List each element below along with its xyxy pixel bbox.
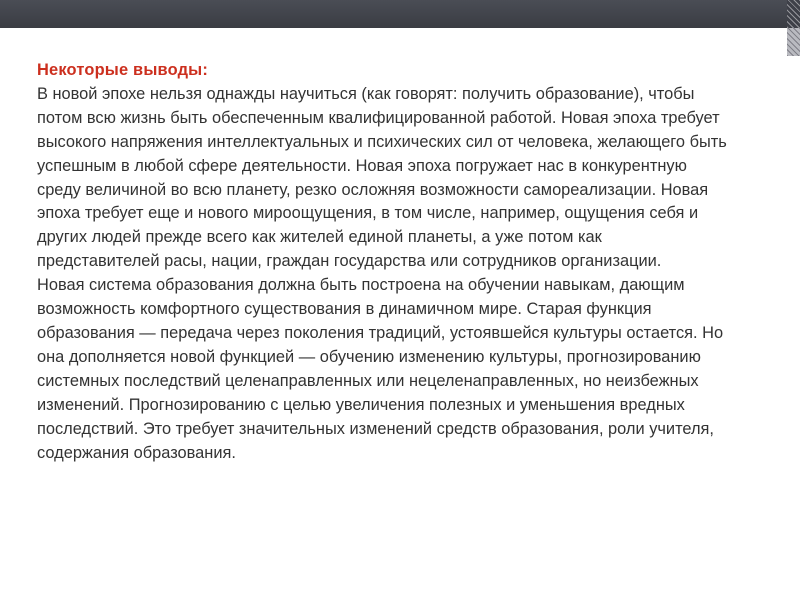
paragraph-new-education-system: Новая система образования должна быть построена на обучении навыкам, дающим возможность комфортного существования в динамичном мире. Старая функция образования — передача через поколения традиций, устоявшейся культуры остается. Но она дополняется новой функцией — обучению изменению культуры, прогнозированию системных последствий целенаправленных или нецеленаправленных, но неизбежных изменений. Прогнозированию с целью увеличения полезных и уменьшения вредных последствий. Это требует значительных изменений средств образования, роли учителя, содержания образования. bbox=[37, 276, 724, 462]
paragraph-new-era: В новой эпохе нельзя однажды научиться (как говорят: получить образование), чтобы потом всю жизнь быть обеспеченным квалифицированной работой. Новая эпоха требует высокого напряжения интеллектуальных и психических сил от человека, желающего быть успешным в любой сфере деятельности. Новая эпоха погружает нас в конкурентную среду величиной во всю планету, резко осложняя возможности самореализации. Новая эпоха требует еще и нового мироощущения, в том числе, например, ощущения себя и других людей прежде всего как жителей единой планеты, а уже потом как представителей расы, нации, граждан государства или сотрудников организации. bbox=[37, 84, 727, 271]
slide-text-body bbox=[37, 59, 727, 465]
slide-heading: Некоторые выводы: bbox=[37, 61, 209, 79]
corner-hatch-decoration-lower bbox=[787, 28, 800, 56]
top-decorative-bar bbox=[0, 0, 800, 28]
